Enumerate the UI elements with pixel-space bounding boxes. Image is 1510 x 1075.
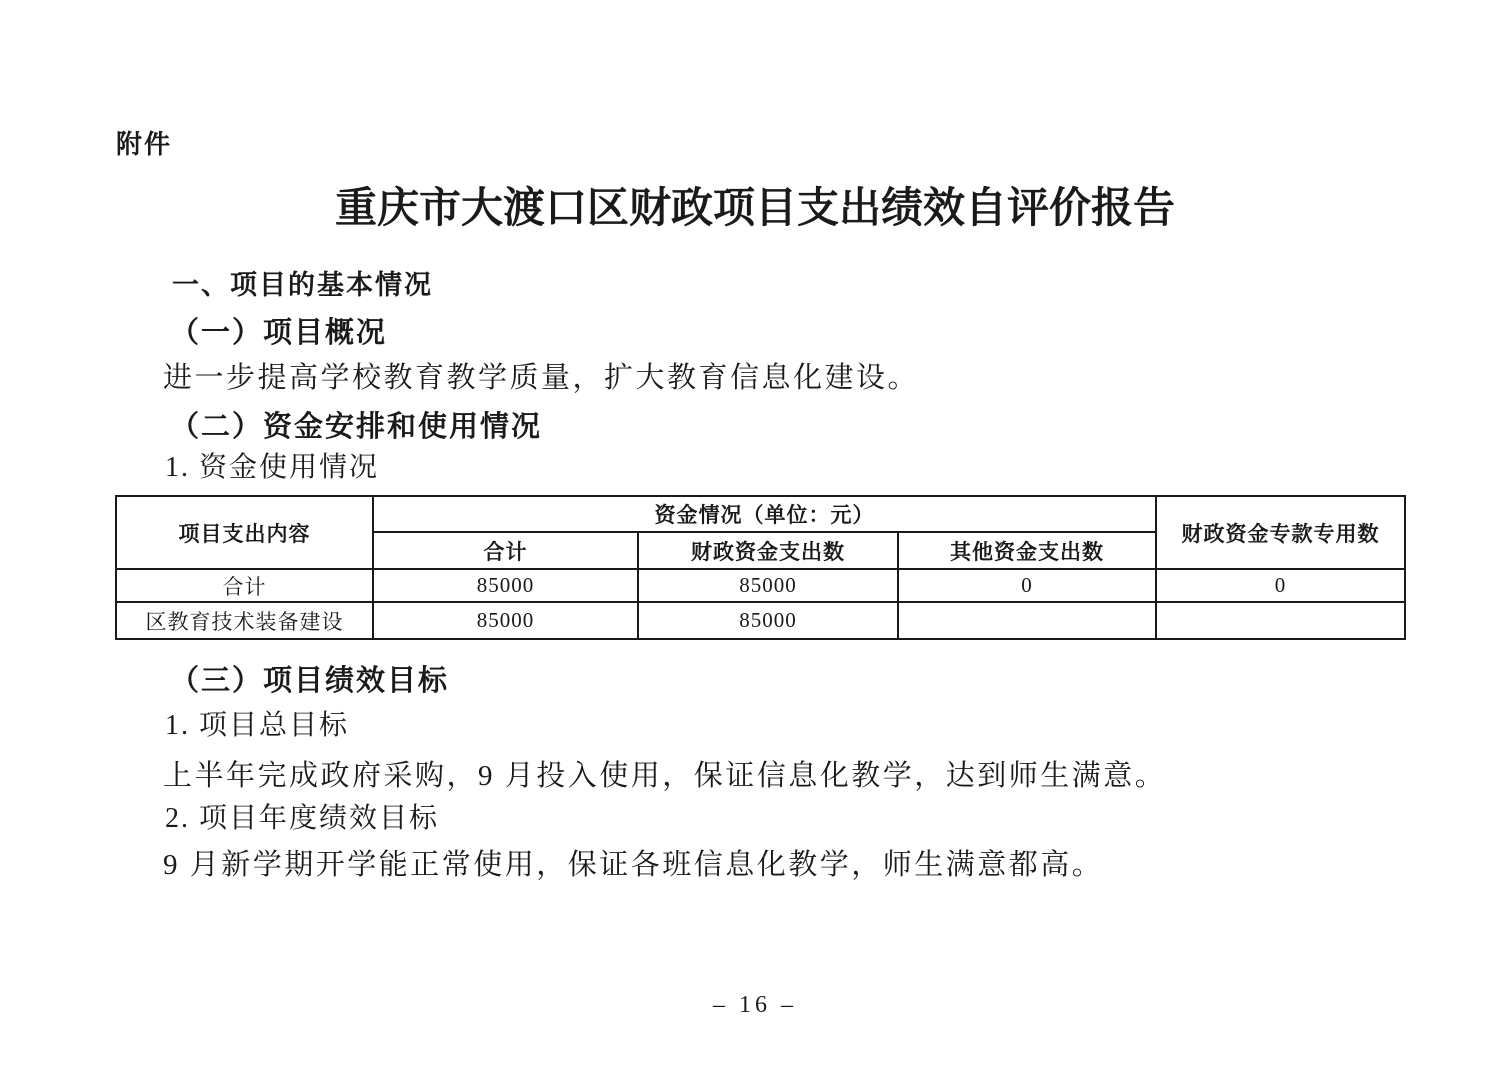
table-cell-earmarked [1156, 602, 1405, 639]
attachment-label: 附件 [116, 129, 173, 159]
table-row-total [116, 569, 1405, 602]
section-basic-info-heading: 一、项目的基本情况 [172, 270, 433, 300]
overview-paragraph: 进一步提高学校教育教学质量，扩大教育信息化建设。 [163, 362, 920, 394]
col-header-earmarked-funds: 财政资金专款专用数 [1156, 496, 1405, 569]
total-goal-paragraph: 上半年完成政府采购，9 月投入使用，保证信息化教学，达到师生满意。 [163, 760, 1167, 792]
subsection-goals-heading: （三）项目绩效目标 [170, 665, 450, 697]
subsection-funding-heading: （二）资金安排和使用情况 [170, 411, 543, 443]
col-header-fiscal-expenditure: 财政资金支出数 [638, 532, 898, 569]
table-cell-total: 85000 [373, 602, 638, 639]
page-title: 重庆市大渡口区财政项目支出绩效自评价报告 [334, 186, 1175, 232]
table-cell-earmarked: 0 [1156, 569, 1405, 602]
total-goal-subheading: 1. 项目总目标 [165, 710, 350, 741]
subsection-overview-heading: （一）项目概况 [170, 317, 388, 349]
table-cell-other [898, 602, 1156, 639]
table-cell-total: 85000 [373, 569, 638, 602]
table-cell-fiscal: 85000 [638, 569, 898, 602]
funding-table [115, 495, 1406, 640]
page-number: – 16 – [713, 992, 797, 1018]
funding-usage-subheading: 1. 资金使用情况 [165, 452, 380, 483]
table-row-equipment [116, 602, 1405, 639]
table-cell-content: 区教育技术装备建设 [116, 602, 373, 639]
table-cell-other: 0 [898, 569, 1156, 602]
table-cell-content: 合计 [116, 569, 373, 602]
col-header-expense-content: 项目支出内容 [116, 496, 373, 569]
annual-goal-subheading: 2. 项目年度绩效目标 [165, 803, 440, 834]
col-header-other-expenditure: 其他资金支出数 [898, 532, 1156, 569]
funding-table-header-row-1 [116, 496, 1405, 532]
table-cell-fiscal: 85000 [638, 602, 898, 639]
col-header-total: 合计 [373, 532, 638, 569]
col-header-funds-group: 资金情况（单位：元） [373, 496, 1156, 532]
annual-goal-paragraph: 9 月新学期开学能正常使用，保证各班信息化教学，师生满意都高。 [163, 849, 1104, 881]
